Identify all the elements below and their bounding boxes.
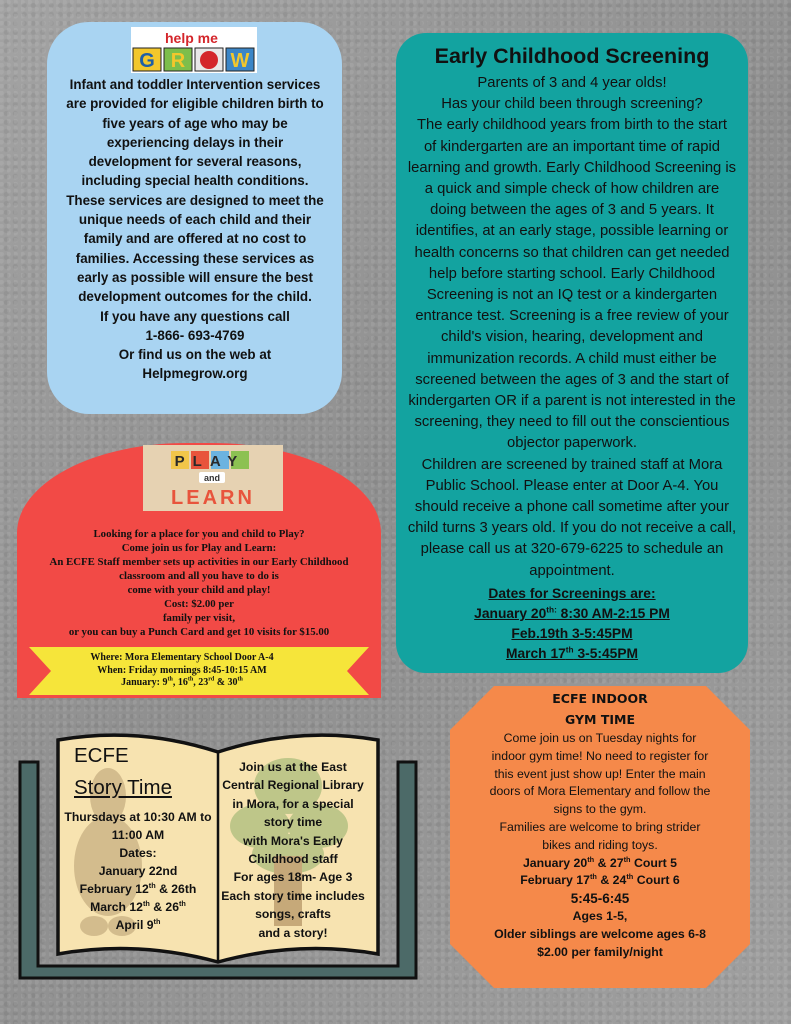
text-line: in Mora, for a special (232, 796, 354, 811)
text-line: Or find us on the web at (118, 347, 272, 363)
text-line: should receive a phone call sometime after your (414, 499, 730, 516)
text-line: learning and growth. Early Childhood Screening is (407, 159, 737, 176)
website-text: Helpmegrow.org (142, 366, 248, 382)
text-line: entrance test. Screening is a free review of your (415, 308, 729, 325)
text-line: or you can buy a Punch Card and get 10 visits for $15.00 (68, 626, 330, 638)
text-line: kindergarten OR if a parent is not interested in the (408, 393, 736, 410)
screening-body (398, 73, 746, 582)
screening-date: Feb.19th 3-5:45PM (511, 626, 633, 641)
gym-title-line2: GYM TIME (565, 712, 635, 727)
story-time-schedule (58, 808, 218, 934)
story-time-title-line2: Story Time (74, 776, 172, 799)
text-line: February 12th & 26th (79, 880, 197, 896)
logo-play-text: PLAY (174, 453, 246, 470)
text-line: experiencing delays in their (106, 134, 284, 150)
text-line: Families are welcome to bring strider (499, 819, 701, 834)
text-line: Each story time includes (221, 888, 365, 903)
text-line: January 22nd (98, 864, 178, 878)
logo-letter-o: O (208, 67, 210, 68)
gym-date: January 20th & 27th Court 5 (522, 854, 678, 870)
screening-date: January $20^{th:}$ 8:30 AM-2:15 PM (474, 605, 670, 621)
text-line: family and are offered at no cost to (83, 231, 307, 247)
gym-time-title (450, 688, 750, 730)
text-line: help before starting school. Early Childhood (428, 265, 716, 282)
text-line: Children are screened by trained staff at Mora (421, 456, 723, 473)
text-line: child's vision, hearing, development and (441, 329, 703, 346)
text-line: development outcomes for the child. (78, 289, 312, 305)
text-line: Dates: (119, 846, 157, 860)
help-me-grow-text (55, 75, 335, 384)
text-line: come with your child and play! (127, 584, 271, 596)
text-line: Come join us on Tuesday nights for (503, 731, 697, 745)
gym-ages: Ages 1-5, (572, 908, 628, 923)
text-line: with Mora's Early (243, 833, 343, 848)
help-me-grow-logo-top: help me (165, 30, 218, 46)
text-line: bikes and riding toys. (542, 837, 658, 852)
dates-heading: Dates for Screenings are: (488, 586, 656, 601)
text-line: including special health conditions. (81, 173, 309, 189)
text-line: Join us at the East (239, 760, 347, 774)
text-line: early as possible will ensure the best (77, 269, 313, 285)
text-line: Public School. Please enter at Door A-4. You (425, 477, 719, 494)
time-text: When: Friday mornings 8:45-10:15 AM (97, 664, 267, 676)
story-time-details (220, 758, 366, 942)
text-line: April 9th (115, 916, 161, 932)
logo-and-text: and (203, 473, 221, 483)
gym-cost: $2.00 per family/night (537, 944, 663, 959)
text-line: story time (263, 815, 323, 830)
text-line: An ECFE Staff member sets up activities in our Early Childhood (49, 556, 349, 568)
text-line: five years of age who may be (102, 115, 288, 131)
gym-time: 5:45-6:45 (570, 891, 630, 907)
text-line: identifies, at an early stage, possible learning or (415, 223, 729, 240)
text-line: signs to the gym. (553, 802, 647, 817)
logo-learn-text: LEARN (171, 487, 255, 509)
logo-letter-g: G (139, 50, 155, 72)
text-line: and a story! (258, 925, 328, 940)
gym-time-text (466, 730, 734, 961)
text-line: songs, crafts (255, 907, 331, 922)
text-line: Looking for a place for you and child to Play? (93, 528, 305, 540)
text-line: These services are designed to meet the (66, 192, 324, 208)
text-line: are provided for eligible children birth to (66, 96, 324, 112)
text-line: objector paperwork. (507, 435, 637, 452)
text-line: Thursdays at 10:30 AM to (64, 810, 212, 824)
text-line: Has your child been through screening? (441, 96, 703, 113)
screening-date: March 17th 3-5:45PM (505, 645, 639, 661)
text-line: Cost: $2.00 per (164, 598, 234, 610)
text-line: For ages 18m- Age 3 (233, 870, 353, 885)
text-line: appointment. (529, 562, 615, 579)
logo-letter-r: R (170, 50, 186, 72)
text-line: Screening is not an IQ test or a kindergarten (426, 287, 718, 304)
text-line: screened between the ages of 3 and the start of (415, 371, 729, 388)
text-line: March 12th & 26th (90, 898, 186, 914)
play-and-learn-text (23, 527, 375, 639)
text-line: doors of Mora Elementary and follow the (489, 784, 711, 799)
text-line: Parents of 3 and 4 year olds! (477, 75, 667, 91)
text-line: this event just show up! Enter the main (494, 766, 706, 781)
text-line: development for several reasons, (88, 154, 302, 170)
text-line: Central Regional Library (222, 778, 364, 793)
text-line: of kindergarten are an important time of rapid (423, 138, 721, 155)
text-line: health concerns so that children can get needed (414, 244, 730, 261)
story-time-title (74, 740, 214, 804)
text-line: indoor gym time! No need to register for (491, 748, 709, 763)
text-line: Come join us for Play and Learn: (121, 542, 277, 554)
text-line: Infant and toddler Intervention services (69, 77, 321, 92)
text-line: a quick and simple check of how children are (424, 181, 720, 198)
text-line: screening, they need to fill out the conscientious (414, 414, 730, 431)
text-line: immunization records. A child must either be (427, 350, 717, 367)
text-line: child turns 3 years old. If you do not receive a call, (407, 520, 737, 537)
location-text: Where: Mora Elementary School Door A-4 (90, 652, 274, 663)
text-line: 11:00 AM (111, 828, 165, 842)
text-line: please call us at 320-679-6225 to schedule an (420, 541, 724, 558)
screening-dates (396, 584, 748, 664)
dates-text: January: 9th, 16th, 23rd & 30th (121, 676, 243, 688)
text-line: unique needs of each child and their (78, 212, 312, 228)
text-line: The early childhood years from birth to the start (416, 117, 728, 134)
text-line: doing between the ages of 3 and 5 years. It (430, 202, 714, 219)
screening-title: Early Childhood Screening (434, 44, 710, 68)
gym-date: February 17th & 24th Court 6 (520, 872, 680, 888)
text-line: family per visit, (162, 612, 236, 624)
text-line: Childhood staff (248, 852, 338, 867)
play-and-learn-panel (17, 443, 381, 698)
logo-letter-w: W (230, 50, 250, 72)
story-time-title-line1: ECFE (74, 744, 129, 767)
gym-siblings: Older siblings are welcome ages 6-8 (494, 926, 706, 941)
help-me-grow-panel (47, 22, 342, 414)
text-line: classroom and all you have to do is (119, 570, 279, 582)
phone-number: 1-866- 693-4769 (145, 327, 245, 343)
screening-panel (396, 33, 748, 673)
text-line: If you have any questions call (100, 308, 290, 324)
gym-title-line1: ECFE INDOOR (552, 691, 648, 706)
play-and-learn-schedule (80, 652, 284, 690)
text-line: families. Accessing these services as (75, 250, 315, 266)
help-me-grow-logo (131, 27, 257, 73)
play-and-learn-logo (143, 445, 283, 511)
